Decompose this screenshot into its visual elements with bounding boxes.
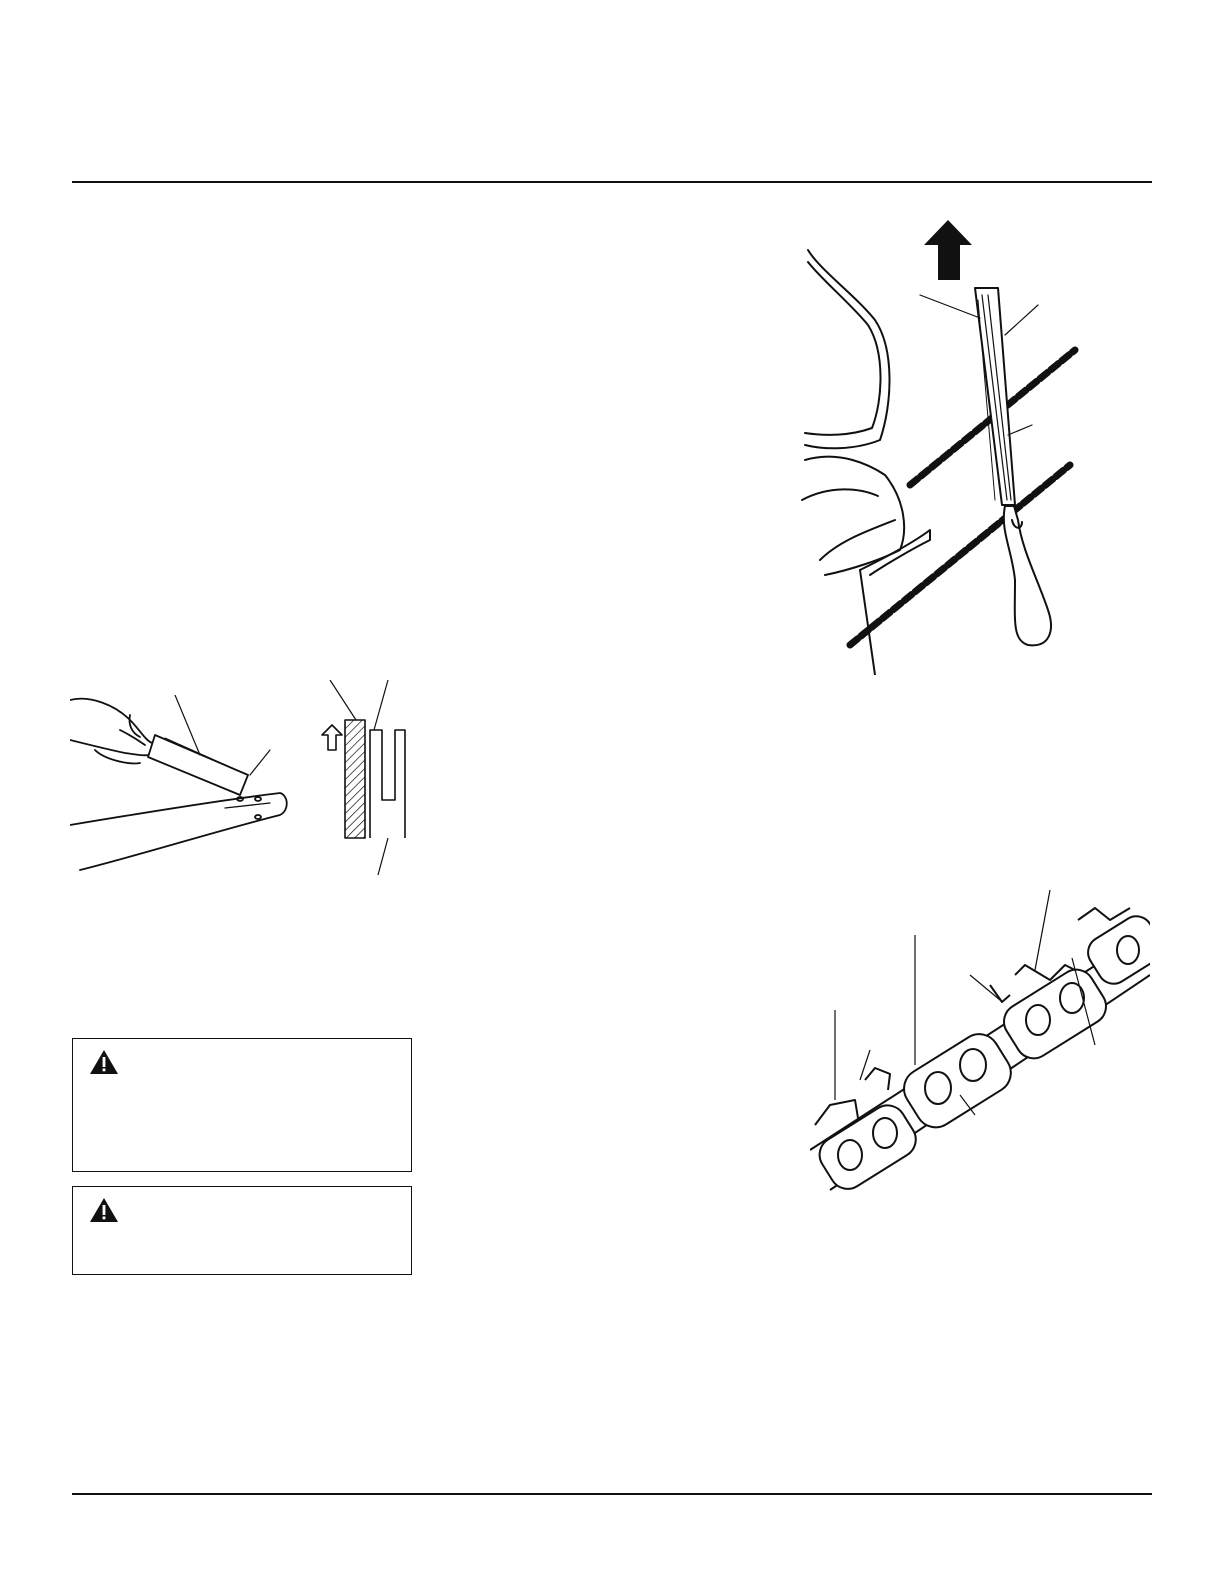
header-rule [72,181,1152,183]
warning-box [72,1186,412,1275]
rail-cross-section-diagram [300,680,420,880]
warning-triangle-icon [89,1197,119,1223]
saw-chain-parts-illustration [810,890,1150,1200]
warning-box [72,1038,412,1172]
bar-dressing-illustration [70,695,290,885]
warning-triangle-icon [89,1049,119,1075]
footer-rule [72,1493,1152,1495]
file-sharpening-illustration [800,200,1100,675]
